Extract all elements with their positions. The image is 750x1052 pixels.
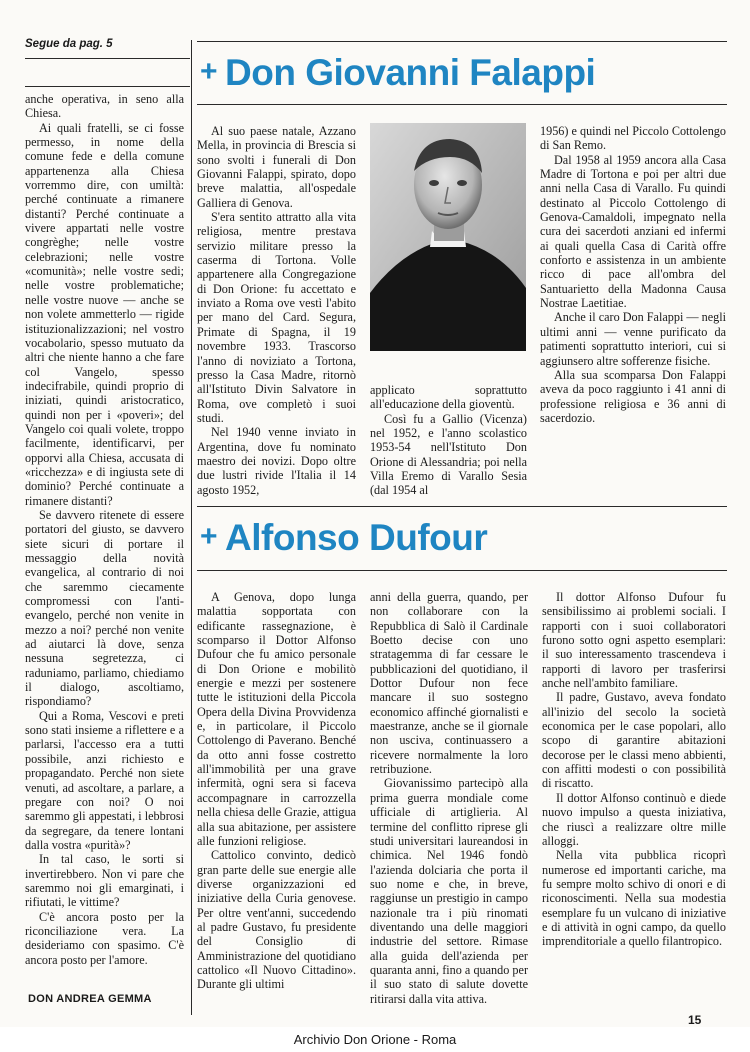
article1-bottom-rule [197,104,727,105]
article2-col2 [370,590,528,1006]
continuation-label: Segue da pag. 5 [25,38,113,50]
article1-col2 [370,383,527,498]
article2-paragraph: Cattolico convinto, dedicò gran parte delle sue energie alle diverse organizzazioni ed iniziative della Curia genovese. Per oltre vent'anni, succedendo al padre Gustavo, fu presidente del Consiglio di Amministrazione del quotidiano cattolico «Il Nuovo Cittadino». Durante gli ultimi [197,848,356,992]
article1-paragraph: 1956) e quindi nel Piccolo Cottolengo di San Remo. [540,124,726,153]
page-number: 15 [688,1013,702,1027]
article2-paragraph: Nella vita pubblica ricoprì numerose ed importanti cariche, ma fu sempre molto schivo di onori e di riconoscimenti. Nella sua modestia esemplare fu un vulcano di iniziative e di attività in ogni campo, da quello imprenditoriale a quello filantropico. [542,848,726,949]
left-paragraph: Se davvero ritenete di essere portatori del giusto, se davvero siete sicuri di portare il messaggio della novità evangelica, al contrario di noi che saremmo ciecamente compromessi con l'anti-evangelo, perché non venite in mezzo a noi? perché non venite ad aiutarci là dove, senza nessuna segretezza, ci raduniamo, parliamo, chiediamo il dialogo, ascoltiamo, rispondiamo? [25,507,184,709]
article1-paragraph: S'era sentito attratto alla vita religiosa, mentre prestava servizio militare presso la caserma di Tortona. Volle appartenere alla Congregazione di Don Orione: fu accettato e inviato a Roma ove vestì l'abito per mano del Card. Segura, Primate di Spagna, il 19 novembre 1933. Trascorso l'anno di noviziato a Tortona, presso la Casa Madre, ritornò all'Istituto Divin Salvatore in Roma, ove completò i suoi studi. [197,210,356,425]
author-signature: DON ANDREA GEMMA [28,993,152,1005]
column-divider [191,40,192,1015]
article1-headline [200,52,595,94]
left-paragraph: Qui a Roma, Vescovi e preti sono stati insieme a riflettere e a parlarsi, l'accesso era a tutti possibile, anzi richiesto e propagandato. Perché non siete venuti, ad ascoltare, a parlare, a pregare con noi? O noi saremmo gli appestati, i lebbrosi da segregare, da tenere lontani dalla vostra «purità»? [25,708,184,852]
article2-paragraph: Il dottor Alfonso continuò e diede nuovo impulso a questa iniziativa, che riuscì a realizzare oltre mille alloggi. [542,790,726,848]
article2-title: Alfonso Dufour [225,517,488,558]
article1-title: Don Giovanni Falappi [225,52,596,93]
article2-col1 [197,590,356,992]
article1-top-rule [197,41,727,42]
portrait-photo [370,123,526,351]
left-paragraph: anche operativa, in seno alla Chiesa. [25,92,184,121]
article2-paragraph: Il dottor Alfonso Dufour fu sensibilissimo ai problemi sociali. I rapporti con i suoi collaboratori furono sotto ogni aspetto esemplari: il suo interessamento trascendeva i rapporti di lavoro per trasferirsi anche nell'ambito familiare. [542,590,726,691]
article1-paragraph: Nel 1940 venne inviato in Argentina, dove fu nominato maestro dei novizi. Dopo oltre due lustri rivide l'Italia il 14 agosto 1952, [197,425,356,497]
left-rule-2 [25,86,190,87]
article2-paragraph: A Genova, dopo lunga malattia sopportata con edificante rassegnazione, è scomparso il Dottor Alfonso Dufour che fu amico personale di Don Orione e mobilitò energie e mezzi per sostenere tutte le istituzioni della Piccola Opera della Divina Provvidenza e, in particolare, il Piccolo Cottolengo di Paverano. Benché da otto anni fosse costretto all'immobilità per una grave infermità, ogni sera si faceva accompagnare in carrozzella nella chiesa delle Grazie, attigua alla sua abitazione, per assistere alle funzioni religiose. [197,590,356,848]
article1-paragraph: Anche il caro Don Falappi — negli ultimi anni — venne purificato da patimenti soprattutto interiori, cui si aggiunsero altre sofferenze fisiche. [540,310,726,368]
left-paragraph: Ai quali fratelli, se ci fosse permesso, in nome della comune fede e della comune appartenenza alla Chiesa vorremmo dire, con umiltà: perché continuate a rimanere distanti? Perché continuate a vivere appartati nelle vostre congrèghe; nelle vostre celebrazioni; nelle vostre «comunità»; nelle vostre sedi; nelle vostre problematiche; nelle vostre nuove — anche se non volete ammetterlo — rigide istituzionalizzazioni; nel vostro vocabolario, spesso mutuato da altri che niente hanno a che fare col Vangelo, spesso indecifrabile, quindi proprio di iniziati, quindi aristocratico, quindi non per i «poveri»; del Vangelo coi quali volete, troppo facilmente, identificarvi, per opporvi alla Chiesa, accusata di «ricchezza» e di ingiusta sete di dominio? Perché continuate a rimanere distanti? [25,120,184,508]
article1-paragraph: Al suo paese natale, Azzano Mella, in provincia di Brescia si sono svolti i funerali di Don Giovanni Falappi, spirato, dopo breve malattia, all'ospedale Galliera di Genova. [197,124,356,210]
cross-mark: + [200,520,218,553]
article1-col3 [540,124,726,492]
article2-bottom-rule [197,570,727,571]
article2-headline [200,517,487,559]
left-column-text [25,92,184,985]
article1-col1 [197,124,356,497]
portrait-image [370,123,526,351]
left-paragraph: C'è ancora posto per la riconciliazione vera. La desideriamo con spasimo. C'è ancora posto per l'amore. [25,909,184,967]
archive-footer: Archivio Don Orione - Roma [0,1027,750,1052]
left-top-rule [25,58,190,59]
article2-paragraph: anni della guerra, quando, per non collaborare con la Repubblica di Salò il Cardinale Boetto decise con uno stratagemma di far cessare le pubblicazioni del quotidiano, il Dottor Dufour non fece mancare il suo sostegno economico affinché giornalisti e maestranze, anche se il giornale non usciva, continuassero a ricevere normalmente la loro retribuzione. [370,590,528,777]
article1-paragraph: Dal 1958 al 1959 ancora alla Casa Madre di Tortona e poi per altri due anni nella Casa di Varallo. Fu quindi destinato al Piccolo Cottolengo di Genova-Camaldoli, impegnato nella cura dei sacerdoti anziani ed infermi ai quali quella Casa di Carità offre conforto e assistenza in un ambiente ricco di pace all'ombra del Santuarietto della Madonna Causa Nostrae Laetitiae. [540,152,726,311]
article1-paragraph: Alla sua scomparsa Don Falappi aveva da poco raggiunto i 41 anni di professione religiosa e 36 anni di sacerdozio. [540,367,726,425]
left-paragraph: In tal caso, le sorti si invertirebbero. Non vi pare che saremmo noi gli emarginati, i rifiutati, le vittime? [25,852,184,910]
article2-col3 [542,590,726,982]
article1-paragraph: applicato soprattutto all'educazione della gioventù. [370,383,527,412]
article2-top-rule [197,506,727,507]
article2-paragraph: Giovanissimo partecipò alla prima guerra mondiale come ufficiale di artiglieria. Al termine del conflitto riprese gli studi universitari laureandosi in chimica. Nel 1946 fondò l'azienda dolciaria che porta il suo nome e che, in breve, raggiunse un prestigio in campo nazionale tra i più rinomati diventando una delle maggiori industrie del settore. Rimase alla guida dell'azienda per quaranta anni, fino a quando per il suo stato di salute dovette ritirarsi dalla vita attiva. [370,776,528,1006]
article2-paragraph: Il padre, Gustavo, aveva fondato all'inizio del secolo la società economica per le case popolari, allo scopo di garantire abitazioni decorose per le classi meno abbienti, con affitti modesti o con possibilità di riscatto. [542,690,726,791]
article1-paragraph: Così fu a Gallio (Vicenza) nel 1952, e l'anno scolastico 1953-54 nell'Istituto Don Orione di Alessandria; poi nella Villa Eremo di Varallo Sesia (dal 1954 al [370,411,527,498]
cross-mark: + [200,55,218,88]
